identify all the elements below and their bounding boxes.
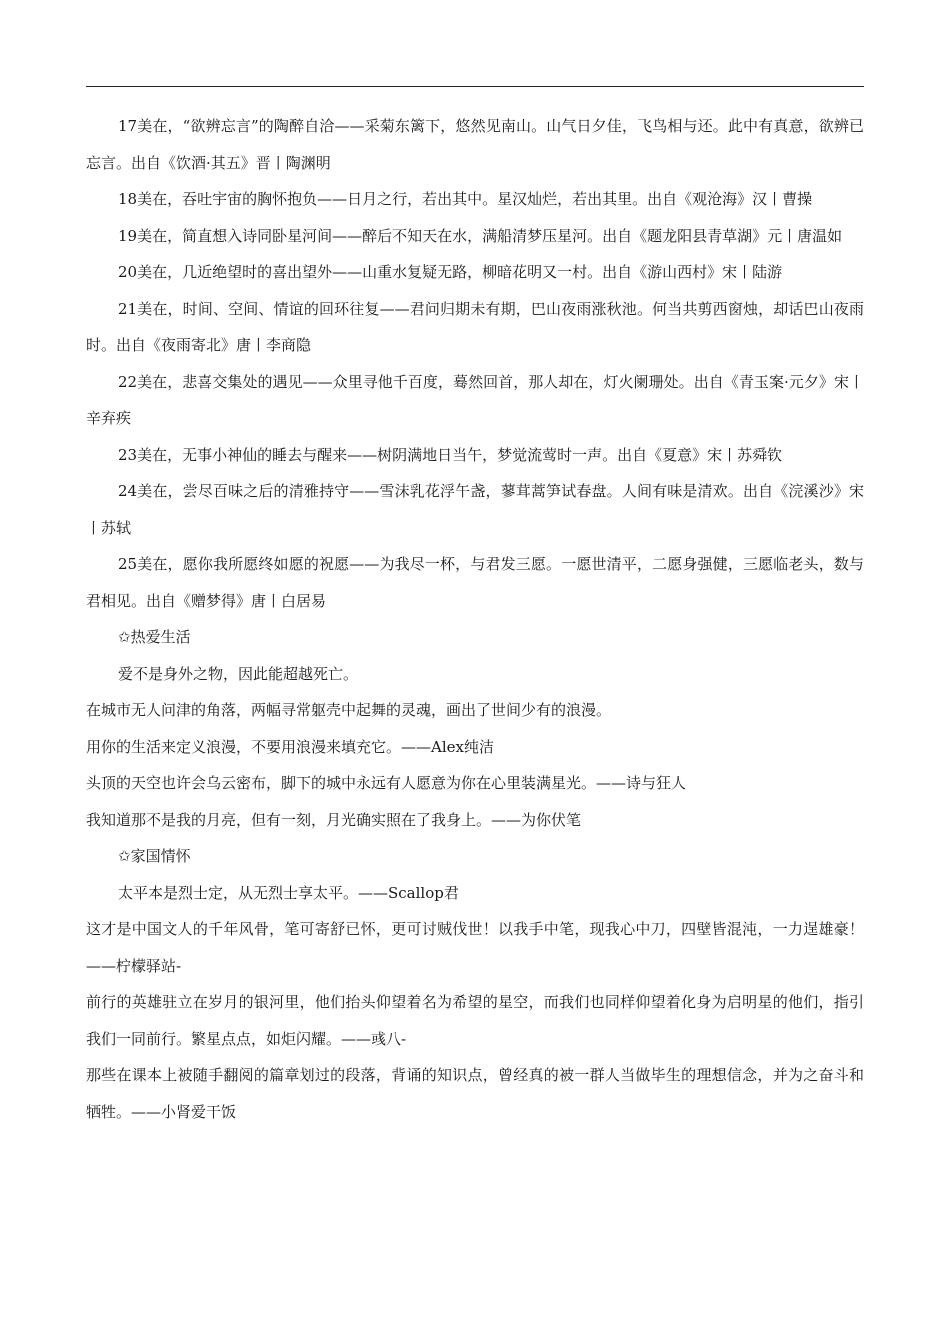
section-heading-love-life: ✩热爱生活 [118,628,191,646]
love-life-line: 爱不是身外之物，因此能超越死亡。 [118,664,359,683]
quote-paragraph: 23美在，无事小神仙的睡去与醒来——树阴满地日当午，梦觉流莺时一声。出自《夏意》宋丨苏舜钦 [118,445,783,464]
patriotism-line: 前行的英雄驻立在岁月的银河里，他们抬头仰望着名为希望的星空，而我们也同样仰望着化身为启明星的他们，指引我们一同前行。繁星点点，如炬闪耀。——彧八- [86,993,864,1048]
quote-paragraph: 25美在，愿你我所愿终如愿的祝愿——为我尽一杯，与君发三愿。一愿世清平，二愿身强健，三愿临老头，数与君相见。出自《赠梦得》唐丨白居易 [86,555,864,610]
patriotism-line: 这才是中国文人的千年风骨，笔可寄舒已怀，更可讨贼伐世！以我手中笔，现我心中刀，四壁皆混沌，一力逞雄豪！——柠檬驿站- [86,920,864,975]
quote-paragraph: 22美在，悲喜交集处的遇见——众里寻他千百度，蓦然回首，那人却在，灯火阑珊处。出自《青玉案·元夕》宋丨辛弃疾 [86,372,864,427]
quote-paragraph: 17美在，“欲辨忘言”的陶醉自洽——采菊东篱下，悠然见南山。山气日夕佳，飞鸟相与还。此中有真意，欲辨已忘言。出自《饮酒·其五》晋丨陶渊明 [86,117,864,172]
quote-paragraph: 21美在，时间、空间、情谊的回环往复——君问归期未有期，巴山夜雨涨秋池。何当共剪西窗烛，却话巴山夜雨时。出自《夜雨寄北》唐丨李商隐 [86,299,864,354]
love-life-line: 在城市无人问津的角落，两幅寻常躯壳中起舞的灵魂，画出了世间少有的浪漫。 [86,701,612,719]
section-heading-patriotism: ✩家国情怀 [118,847,191,865]
quote-paragraph: 19美在，简直想入诗同卧星河间——醉后不知天在水，满船清梦压星河。出自《题龙阳县青草湖》元丨唐温如 [118,226,843,245]
patriotism-line: 那些在课本上被随手翻阅的篇章划过的段落，背诵的知识点，曾经真的被一群人当做毕生的理想信念，并为之奋斗和牺牲。——小肾爱干饭 [86,1066,864,1121]
quote-paragraph: 20美在，几近绝望时的喜出望外——山重水复疑无路，柳暗花明又一村。出自《游山西村》宋丨陆游 [118,263,783,281]
header-rule [86,86,864,87]
love-life-line: 头顶的天空也许会乌云密布，脚下的城中永远有人愿意为你在心里装满星光。——诗与狂人 [86,774,687,792]
quote-paragraph: 24美在，尝尽百味之后的清雅持守——雪沫乳花浮午盏，蓼茸蒿笋试春盘。人间有味是清欢。出自《浣溪沙》宋丨苏轼 [86,482,864,537]
love-life-line: 我知道那不是我的月亮，但有一刻，月光确实照在了我身上。——为你伏笔 [86,810,582,829]
love-life-line: 用你的生活来定义浪漫，不要用浪漫来填充它。——Alex纯洁 [86,737,494,756]
document-body [86,108,864,1130]
quote-paragraph: 18美在，吞吐宇宙的胸怀抱负——日月之行，若出其中。星汉灿烂，若出其里。出自《观沧海》汉丨曹操 [118,190,813,208]
patriotism-line: 太平本是烈士定，从无烈士享太平。——Scallop君 [118,883,459,902]
